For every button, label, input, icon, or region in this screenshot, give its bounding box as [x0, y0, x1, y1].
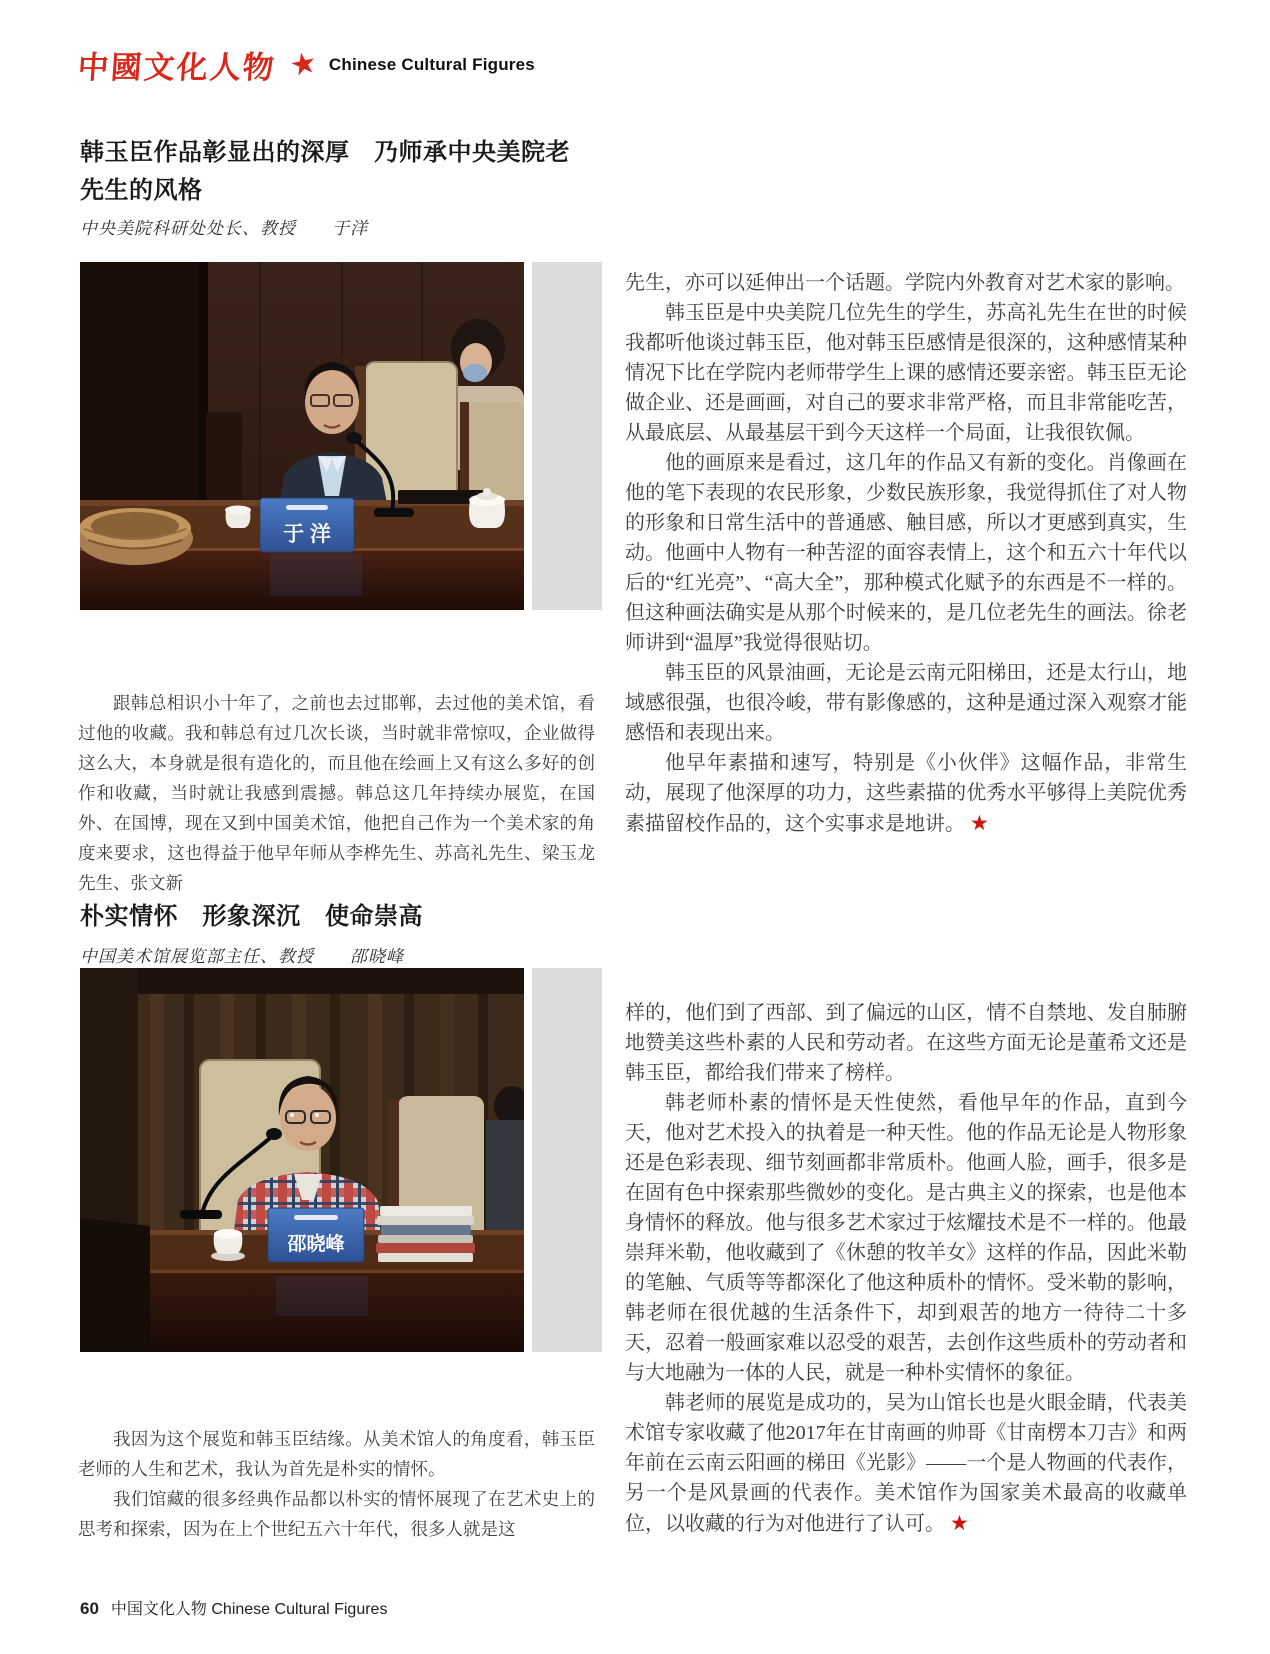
- paragraph: 韩玉臣的风景油画，无论是云南元阳梯田，还是太行山，地域感很强，也很冷峻，带有影像感的，这种是通过深入观察才能感悟和表现出来。: [625, 662, 1187, 744]
- footer-magazine-title: 中国文化人物 Chinese Cultural Figures: [110, 1601, 388, 1618]
- paragraph: 韩玉臣是中央美院几位先生的学生，苏高礼先生在世的时候我都听他谈过韩玉臣，他对韩玉臣感情是很深的，这种感情某种情况下比在学院内老师带学生上课的感情还要亲密。韩玉臣无论做企业、还是画画，对自己的要求非常严格，而且非常能吃苦，从最底层、从最基层干到今天这样一个局面，让我很钦佩。: [625, 302, 1187, 444]
- paragraph: [625, 748, 1187, 839]
- paragraph: 跟韩总相识小十年了，之前也去过邯郸，去过他的美术馆，看过他的收藏。我和韩总有过几次长谈，当时就非常惊叹，企业做得这么大，本身就是很有造化的，而且他在绘画上又有这么多好的创作和收藏，当时就让我感到震撼。韩总这几年持续办展览，在国外、在国博，现在又到中国美术馆，他把自己作为一个美术家的角度来要求，这也得益于他早年师从李桦先生、苏高礼先生、梁玉龙先生、张文新: [78, 693, 595, 893]
- paragraph: 先生，亦可以延伸出一个话题。学院内外教育对艺术家的影响。: [625, 272, 1185, 294]
- photo-side-bar: [532, 262, 602, 610]
- article2-byline: 中国美术馆展览部主任、教授 邵晓峰: [80, 947, 404, 966]
- photo-side-bar: [532, 968, 602, 1352]
- paragraph: 样的，他们到了西部、到了偏远的山区，情不自禁地、发自肺腑地赞美这些朴素的人民和劳动者。在这些方面无论是董希文还是韩玉臣，都给我们带来了榜样。: [625, 1002, 1187, 1084]
- logo-chinese-calligraphy: 中國文化人物: [76, 50, 278, 86]
- paragraph: 我们馆藏的很多经典作品都以朴实的情怀展现了在艺术史上的思考和探索，因为在上个世纪五六十年代，很多人就是这: [78, 1489, 595, 1539]
- small-cup: [225, 506, 251, 529]
- paragraph-text: 韩老师的展览是成功的，吴为山馆长也是火眼金睛，代表美术馆专家收藏了他2017年在甘南画的帅哥《甘南楞本刀吉》和两年前在云南云阳画的梯田《光影》——一个是人物画的代表作，另一个是风景画的代表作。美术馆作为国家美术最高的收藏单位，以收藏的行为对他进行了认可。: [625, 1392, 1187, 1535]
- teacup: [211, 1229, 245, 1261]
- book-stack: [376, 1206, 475, 1262]
- article2-right-column: [625, 998, 1187, 1539]
- page-footer: [80, 1596, 387, 1619]
- article2-title: 朴实情怀 形象深沉 使命崇高: [80, 903, 423, 930]
- article1-left-column: [78, 688, 595, 898]
- page-number: 60: [80, 1599, 99, 1618]
- wicker-basket: [80, 508, 193, 565]
- paragraph-text: 他早年素描和速写，特别是《小伙伴》这幅作品，非常生动，展现了他深厚的功力，这些素描的优秀水平够得上美院优秀素描留校作品的，这个实事求是地讲。: [625, 752, 1187, 835]
- paragraph: [625, 1388, 1187, 1539]
- name-card-text: 于 洋: [283, 523, 331, 546]
- article1-byline: 中央美院科研处处长、教授 于洋: [80, 219, 368, 238]
- article1-title: [80, 134, 690, 210]
- conference-photo-1-illustration: [80, 262, 524, 610]
- paragraph: 韩老师朴素的情怀是天性使然，看他早年的作品，直到今天，他对艺术投入的执着是一种天性。他的作品无论是人物形象还是色彩表现、细节刻画都非常质朴。他画人脸，画手，很多是在固有色中探索那些微妙的变化。是古典主义的探索，也是他本身情怀的释放。他与很多艺术家过于炫耀技术是不一样的。他最崇拜米勒，他收藏到了《休憩的牧羊女》这样的作品，因此米勒的笔触、气质等等都深化了他这种质朴的情怀。受米勒的影响，韩老师在很优越的生活条件下，却到艰苦的地方一待待二十多天，忍着一般画家难以忍受的艰苦，去创作这些质朴的劳动者和与大地融为一体的人民，就是一种朴实情怀的象征。: [625, 1092, 1187, 1384]
- magazine-logo: [78, 42, 535, 87]
- logo-star-icon: ★: [286, 45, 321, 84]
- logo-english-title: Chinese Cultural Figures: [328, 54, 535, 74]
- article1-title-line1: 韩玉臣作品彰显出的深厚 乃师承中央美院老: [80, 139, 570, 166]
- name-card-shao-xiaofeng: [268, 1208, 364, 1262]
- name-card-yu-yang: [260, 498, 354, 552]
- foreground-shadow-object: [80, 1218, 150, 1352]
- article1-end-star-icon: ★: [970, 811, 989, 835]
- paragraph: 我因为这个展览和韩玉臣结缘。从美术馆人的角度看，韩玉臣老师的人生和艺术，我认为首先是朴实的情怀。: [78, 1429, 595, 1479]
- conference-photo-yu-yang: [80, 262, 524, 610]
- paragraph: 他的画原来是看过，这几年的作品又有新的变化。肖像画在他的笔下表现的农民形象，少数民族形象，我觉得抓住了对人物的形象和日常生活中的普通感、触目感，所以才更感到真实，生动。他画中人物有一种苦涩的面容表情上，这个和五六十年代以后的“红光亮”、“高大全”，那种模式化赋予的东西是不一样的。但这种画法确实是从那个时候来的，是几位老先生的画法。徐老师讲到“温厚”我觉得很贴切。: [625, 452, 1187, 654]
- conference-photo-2-illustration: [80, 968, 524, 1352]
- article2-left-column: [78, 1424, 595, 1544]
- article2-end-star-icon: ★: [950, 1511, 969, 1535]
- conference-photo-shao-xiaofeng: [80, 968, 524, 1352]
- article1-title-line2: 先生的风格: [80, 177, 203, 204]
- article1-right-column: [625, 268, 1187, 839]
- name-card-text: 邵晓峰: [287, 1234, 345, 1255]
